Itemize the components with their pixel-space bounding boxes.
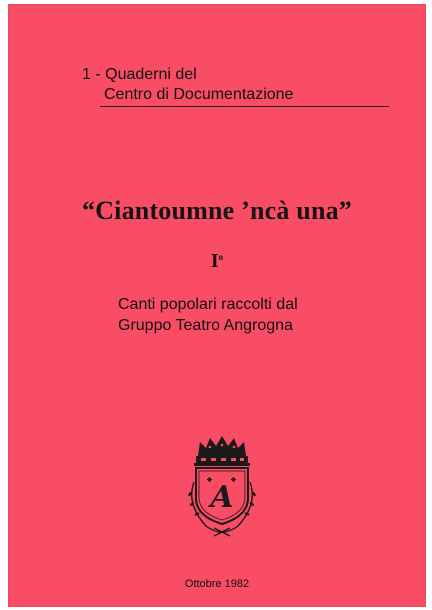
volume-ordinal-suffix: o [218,252,224,262]
series-line-1: 1 - Quaderni del [82,66,197,83]
emblem-letter: A [210,480,234,515]
series-line-2: Centro di Documentazione [104,86,294,103]
divider-rule [100,106,389,107]
book-title: “Ciantoumne ’ncà una” [81,196,352,225]
volume-numeral: I [210,250,219,272]
coat-of-arms-icon [184,434,260,538]
series-label [82,65,293,105]
volume-number [8,250,426,273]
subtitle-line-1: Canti popolari raccolti dal [118,296,298,313]
publication-date: Ottobre 1982 [184,578,250,590]
book-cover [8,4,426,607]
book-subtitle [118,294,298,336]
subtitle-line-2: Gruppo Teatro Angrogna [118,317,293,334]
